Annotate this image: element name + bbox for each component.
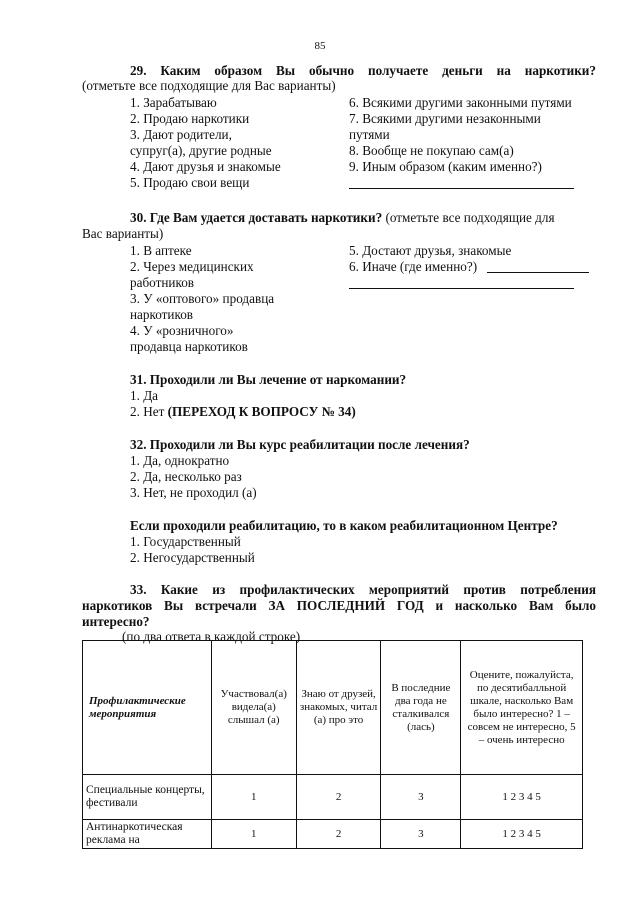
option-item[interactable]: 2. Через медицинских <box>130 259 254 274</box>
q29-options-right <box>349 95 572 175</box>
option-item[interactable]: 6. Всякими другими законными путями <box>349 95 572 110</box>
q29-options-left <box>130 95 281 191</box>
q33-note: (по два ответа в каждой строке) <box>122 629 301 644</box>
q32b-title: Если проходили реабилитацию, то в каком реабилитационном Центре? <box>130 518 558 533</box>
q33-table <box>82 640 583 849</box>
page-number: 85 <box>314 40 326 52</box>
option-item[interactable]: 3. Нет, не проходил (а) <box>130 485 257 500</box>
q30-answer-line-1[interactable] <box>487 272 589 273</box>
option-item[interactable]: 2. Продаю наркотики <box>130 111 250 126</box>
q30-answer-line-2[interactable] <box>349 288 574 289</box>
answer-cell[interactable]: 3 <box>381 775 461 820</box>
q29-title: 29. Каким образом Вы обычно получаете деньги на наркотики? <box>130 63 596 78</box>
option-item[interactable]: 3. Дают родители, <box>130 127 232 142</box>
q33-title-line3: интересно? <box>82 614 150 629</box>
column-header: Профилактические мероприятия <box>83 641 212 775</box>
option-item[interactable]: 5. Достают друзья, знакомые <box>349 243 512 258</box>
option-item[interactable]: 1. Государственный <box>130 534 241 549</box>
q30-note-cont: Вас варианты) <box>82 226 164 241</box>
option-item: путями <box>349 127 390 142</box>
q30-title: 30. Где Вам удается доставать наркотики? <box>130 210 383 225</box>
option-item: продавца наркотиков <box>130 339 248 354</box>
option-item: наркотиков <box>130 307 194 322</box>
row-label: Специальные концерты, фестивали <box>83 775 212 820</box>
option-item[interactable]: 4. Дают друзья и знакомые <box>130 159 281 174</box>
q32-title: 32. Проходили ли Вы курс реабилитации после лечения? <box>130 437 470 452</box>
option-item[interactable]: 2. Негосударственный <box>130 550 255 565</box>
option-item: работников <box>130 275 195 290</box>
q31-title: 31. Проходили ли Вы лечение от наркомании? <box>130 372 407 387</box>
option-item[interactable]: 1. Да, однократно <box>130 453 230 468</box>
option-item: супруг(а), другие родные <box>130 143 272 158</box>
option-item[interactable] <box>130 404 356 420</box>
answer-cell[interactable]: 1 <box>211 775 296 820</box>
option-item[interactable]: 3. У «оптового» продавца <box>130 291 275 306</box>
table-row <box>83 775 583 820</box>
q32b-options <box>130 534 255 566</box>
q30-options-right <box>349 243 511 275</box>
answer-cell[interactable]: 2 <box>296 820 381 849</box>
table-header-row <box>83 641 583 775</box>
answer-cell[interactable]: 2 <box>296 775 381 820</box>
option-item[interactable]: 7. Всякими другими незаконными <box>349 111 541 126</box>
option-item[interactable]: 8. Вообще не покупаю сам(а) <box>349 143 514 158</box>
q32-options <box>130 453 257 501</box>
option-item[interactable]: 1. Да <box>130 388 159 403</box>
option-item[interactable]: 2. Да, несколько раз <box>130 469 242 484</box>
q29-note: (отметьте все подходящие для Вас варианты) <box>82 78 336 93</box>
q30-note: (отметьте все подходящие для <box>385 210 555 225</box>
q33-title-line2: наркотиков Вы встречали ЗА ПОСЛЕДНИЙ ГОД и насколько Вам было <box>82 598 596 613</box>
q29-answer-line[interactable] <box>349 188 574 189</box>
q33-title-line1: 33. Какие из профилактических мероприятий против потребления <box>130 582 596 597</box>
option-item[interactable]: 1. Зарабатываю <box>130 95 217 110</box>
rating-scale-cell[interactable]: 1 2 3 4 5 <box>461 820 583 849</box>
column-header: Участвовал(а) видела(а) слышал (а) <box>211 641 296 775</box>
option-label: 2. Нет <box>130 404 165 419</box>
option-item[interactable]: 5. Продаю свои вещи <box>130 175 250 190</box>
column-header: Знаю от друзей, знакомых, читал (а) про это <box>296 641 381 775</box>
table-row <box>83 820 583 849</box>
rating-scale-cell[interactable]: 1 2 3 4 5 <box>461 775 583 820</box>
skip-instruction: (ПЕРЕХОД К ВОПРОСУ № 34) <box>167 404 356 419</box>
option-item[interactable]: 4. У «розничного» <box>130 323 234 338</box>
row-label: Антинаркотическая реклама на <box>83 820 212 849</box>
option-item[interactable]: 9. Иным образом (каким именно?) <box>349 159 542 174</box>
option-item[interactable]: 1. В аптеке <box>130 243 192 258</box>
q30-title-line <box>130 210 555 226</box>
answer-cell[interactable]: 1 <box>211 820 296 849</box>
column-header: В последние два года не сталкивался (лась) <box>381 641 461 775</box>
answer-cell[interactable]: 3 <box>381 820 461 849</box>
column-header: Оцените, пожалуйста, по десятибалльной шкале, насколько Вам было интересно? 1 – совсем не интересно, 5 – очень интересно <box>461 641 583 775</box>
q30-options-left <box>130 243 274 355</box>
option-item[interactable]: 6. Иначе (где именно?) <box>349 259 478 274</box>
